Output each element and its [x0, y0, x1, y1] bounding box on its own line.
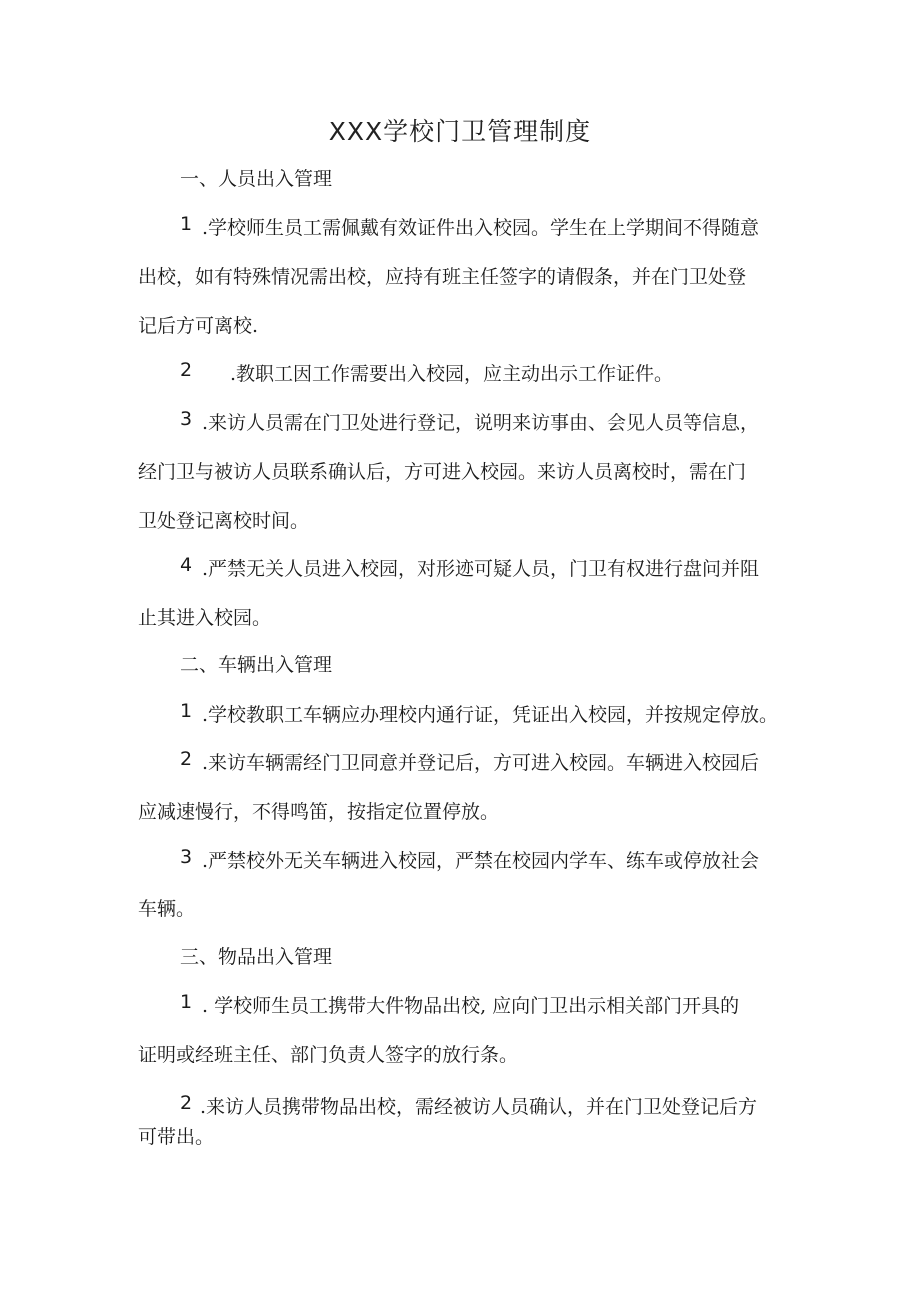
- item-text-line: .学校教职工车辆应办理校内通行证，凭证出入校园，并按规定停放。: [202, 704, 779, 726]
- item-text-line: .学校师生员工需佩戴有效证件出入校园。学生在上学期间不得随意: [202, 217, 760, 239]
- item-text-line: .教职工因工作需要出入校园，应主动出示工作证件。: [230, 363, 674, 385]
- item-text-line: 出校，如有特殊情况需出校，应持有班主任签字的请假条，并在门卫处登: [138, 266, 747, 288]
- item-number: 1: [180, 213, 193, 235]
- item-text-line: 可带出。: [138, 1126, 215, 1148]
- item-text-line: 车辆。: [138, 898, 196, 920]
- section-heading: 二、车辆出入管理: [180, 654, 333, 676]
- item-text-line: 止其进入校园。: [138, 607, 272, 629]
- item-number: 1: [180, 991, 193, 1013]
- item-number: 3: [180, 408, 193, 430]
- item-text-line: .严禁无关人员进入校园，对形迹可疑人员，门卫有权进行盘问并阻: [202, 558, 760, 580]
- item-text-line: .严禁校外无关车辆进入校园，严禁在校园内学车、练车或停放社会: [202, 850, 760, 872]
- section-heading: 一、人员出入管理: [180, 168, 333, 190]
- item-text-line: 卫处登记离校时间。: [138, 510, 310, 532]
- item-text-line: .来访人员需在门卫处进行登记，说明来访事由、会见人员等信息，: [202, 412, 760, 434]
- item-text-line: . 学校师生员工携带大件物品出校, 应向门卫出示相关部门开具的: [202, 995, 740, 1017]
- item-text-line: .来访车辆需经门卫同意并登记后，方可进入校园。车辆进入校园后: [202, 752, 760, 774]
- item-number: 1: [180, 700, 193, 722]
- item-number: 4: [180, 554, 193, 576]
- item-text-line: 证明或经班主任、部门负责人签字的放行条。: [138, 1044, 519, 1066]
- item-text-line: 经门卫与被访人员联系确认后，方可进入校园。来访人员离校时，需在门: [138, 461, 747, 483]
- item-number: 2: [180, 748, 193, 770]
- item-text-line: .来访人员携带物品出校，需经被访人员确认，并在门卫处登记后方: [200, 1096, 758, 1118]
- item-number: 2: [180, 359, 193, 381]
- item-text-line: 记后方可离校.: [138, 315, 259, 337]
- item-number: 2: [180, 1092, 193, 1114]
- section-heading: 三、物品出入管理: [180, 946, 333, 968]
- item-text-line: 应减速慢行，不得鸣笛，按指定位置停放。: [138, 801, 500, 823]
- document-title: XXX学校门卫管理制度: [328, 117, 592, 146]
- item-number: 3: [180, 846, 193, 868]
